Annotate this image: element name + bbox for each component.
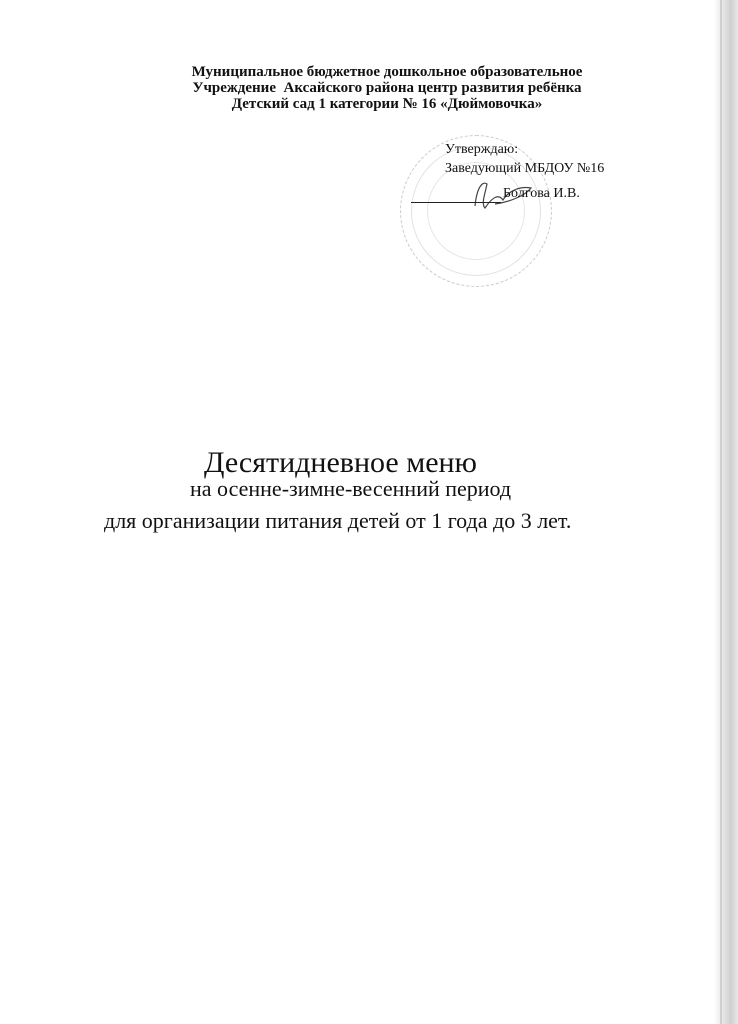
document-subtitle-2: для организации питания детей от 1 года до 3 лет. — [104, 508, 572, 533]
approval-position: Заведующий МБДОУ №16 — [445, 161, 605, 176]
header-line-1: Муниципальное бюджетное дошкольное образовательное — [191, 64, 583, 80]
scan-edge-shadow — [714, 0, 738, 1024]
approval-name: Болгова И.В. — [503, 186, 580, 201]
approval-block — [445, 140, 604, 203]
approval-label: Утверждаю: — [445, 142, 519, 157]
scan-edge-line — [720, 0, 722, 1024]
organization-header — [0, 64, 738, 112]
header-line-3: Детский сад 1 категории № 16 «Дюймовочка» — [231, 96, 543, 112]
signature-line — [411, 202, 501, 203]
document-subtitle-1: на осенне-зимне-весенний период — [190, 476, 512, 501]
header-line-2: Учреждение Аксайского района центр развития ребёнка — [192, 80, 582, 96]
document-title: Десятидневное меню — [204, 446, 477, 479]
